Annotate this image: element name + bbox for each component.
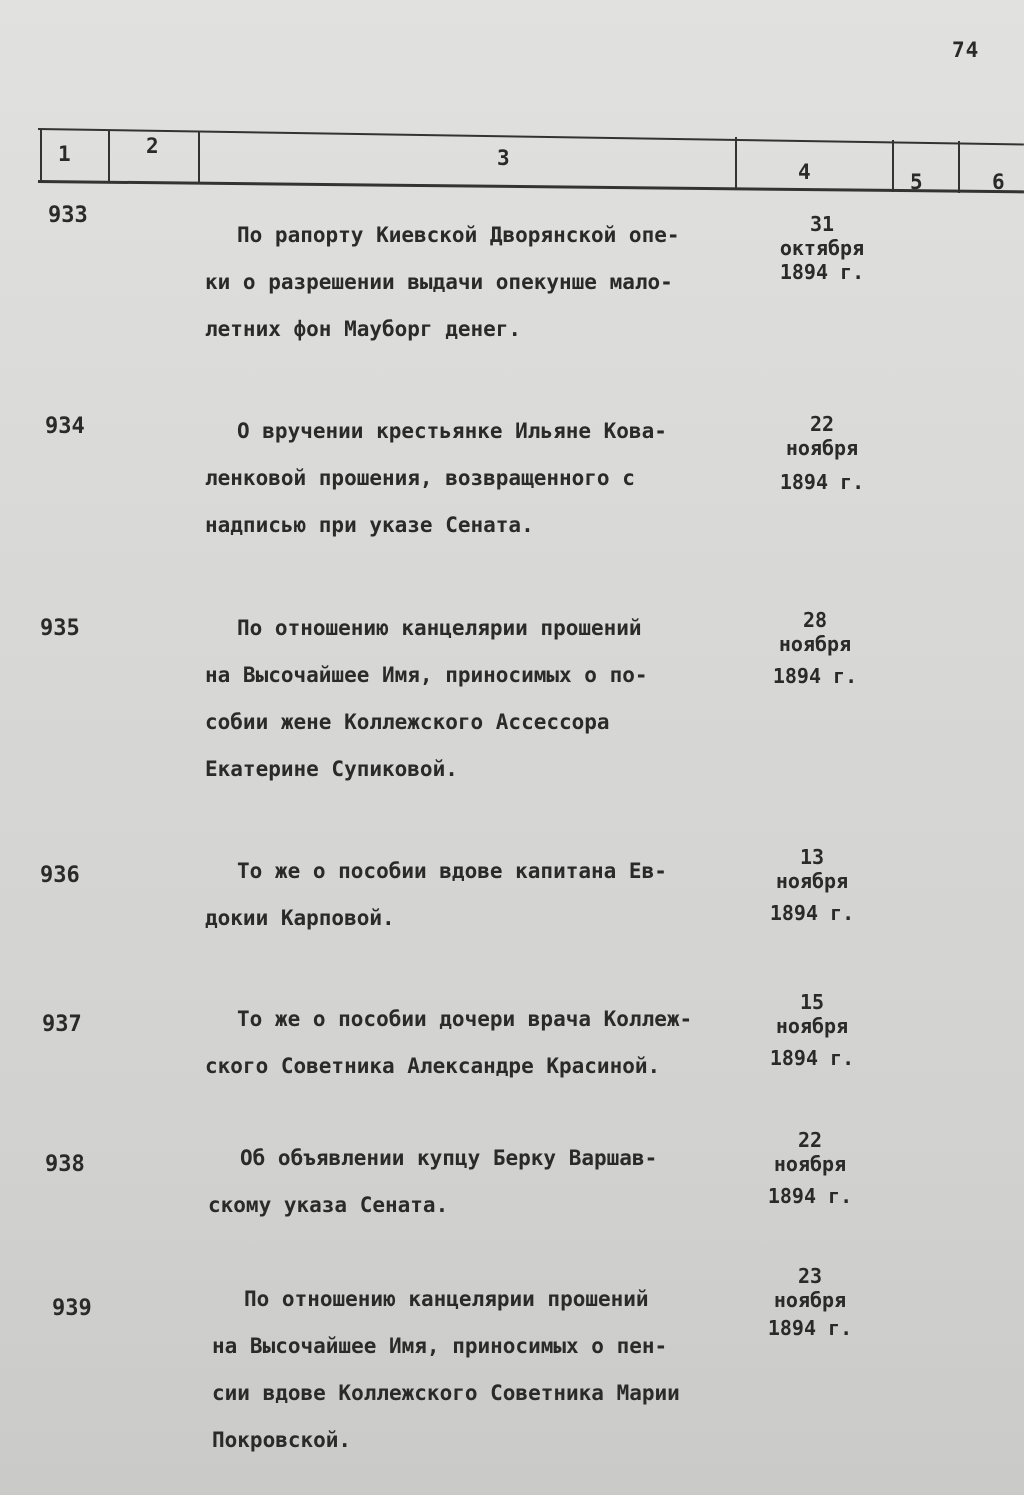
entry-description (208, 1135, 738, 1229)
entry-date-year: 1894 г. (779, 470, 865, 494)
entry-line: надписью при указе Сената. (205, 513, 534, 537)
entry-line: По отношению канцелярии прошений (244, 1287, 649, 1311)
entry-date-year: 1894 г. (769, 901, 855, 925)
entry-date-day: 28 (802, 608, 828, 632)
entry-line: Об объявлении купцу Берку Варшав- (240, 1146, 658, 1170)
entry-number: 937 (42, 1012, 82, 1037)
entry-date-year: 1894 г. (769, 1046, 855, 1070)
entry-line: Покровской. (212, 1428, 352, 1452)
entry-line: То же о пособии вдове капитана Ев- (237, 859, 667, 883)
entry-number: 938 (45, 1152, 85, 1177)
page-number: 74 (952, 38, 980, 62)
column-label-5: 5 (910, 170, 923, 194)
entry-line: Екатерине Супиковой. (205, 757, 458, 781)
entry-date-month: ноября (775, 1014, 849, 1038)
entry-date-day: 22 (797, 1128, 823, 1152)
entry-line: ского Советника Александре Красиной. (205, 1054, 661, 1078)
entry-date (750, 1264, 870, 1340)
column-label-6: 6 (992, 170, 1005, 194)
entry-number: 933 (48, 203, 88, 228)
entry-date (755, 608, 875, 688)
column-divider (40, 130, 42, 182)
column-divider (735, 137, 737, 189)
entry-date (752, 990, 872, 1070)
entry-line: собии жене Коллежского Ассессора (205, 710, 610, 734)
entry-line: на Высочайшее Имя, приносимых о пен- (212, 1334, 668, 1358)
column-label-1: 1 (58, 142, 71, 166)
entry-date-day: 22 (809, 412, 835, 436)
header-rule-top (38, 128, 1024, 145)
entry-date-month: ноября (775, 869, 849, 893)
column-label-4: 4 (798, 160, 811, 184)
entry-line: ки о разрешении выдачи опекунше мало- (205, 270, 673, 294)
entry-line: По отношению канцелярии прошений (237, 616, 642, 640)
entry-date-day: 15 (799, 990, 825, 1014)
entry-date-year: 1894 г. (772, 664, 858, 688)
entry-date-month: октября (779, 236, 865, 260)
column-label-2: 2 (146, 134, 159, 158)
column-divider (958, 141, 960, 193)
entry-date-month: ноября (785, 436, 859, 460)
column-divider (198, 131, 200, 183)
entry-line: летних фон Мауборг денег. (205, 317, 522, 341)
entry-date-year: 1894 г. (779, 260, 865, 284)
entry-line: По рапорту Киевской Дворянской опе- (237, 223, 680, 247)
header-rule-bottom (38, 180, 1024, 193)
entry-description (205, 848, 735, 942)
entry-description (205, 408, 735, 549)
entry-date-year: 1894 г. (767, 1184, 853, 1208)
entry-line: То же о пособии дочери врача Коллеж- (237, 1007, 693, 1031)
entry-number: 939 (52, 1296, 92, 1321)
entry-number: 934 (45, 414, 85, 439)
entry-description (212, 1276, 742, 1464)
entry-description (205, 605, 735, 793)
entry-line: О вручении крестьянке Ильяне Кова- (237, 419, 667, 443)
entry-line: сии вдове Коллежского Советника Марии (212, 1381, 680, 1405)
column-divider (892, 140, 894, 192)
column-label-3: 3 (497, 146, 510, 170)
entry-date (752, 845, 872, 925)
entry-date-month: ноября (773, 1152, 847, 1176)
entry-description (205, 212, 735, 353)
entry-date (750, 1128, 870, 1208)
entry-date-year: 1894 г. (767, 1316, 853, 1340)
entry-number: 935 (40, 616, 80, 641)
entry-line: скому указа Сената. (208, 1193, 449, 1217)
entry-description (205, 996, 735, 1090)
entry-date-month: ноября (778, 632, 852, 656)
entry-date-day: 31 (809, 212, 835, 236)
entry-line: на Высочайшее Имя, приносимых о по- (205, 663, 648, 687)
entry-date-day: 23 (797, 1264, 823, 1288)
entry-date (762, 412, 882, 494)
entry-date-month: ноября (773, 1288, 847, 1312)
entry-date (762, 212, 882, 284)
entry-line: докии Карповой. (205, 906, 395, 930)
column-divider (108, 130, 110, 182)
entry-line: ленковой прошения, возвращенного с (205, 466, 635, 490)
entry-date-day: 13 (799, 845, 825, 869)
entry-number: 936 (40, 863, 80, 888)
